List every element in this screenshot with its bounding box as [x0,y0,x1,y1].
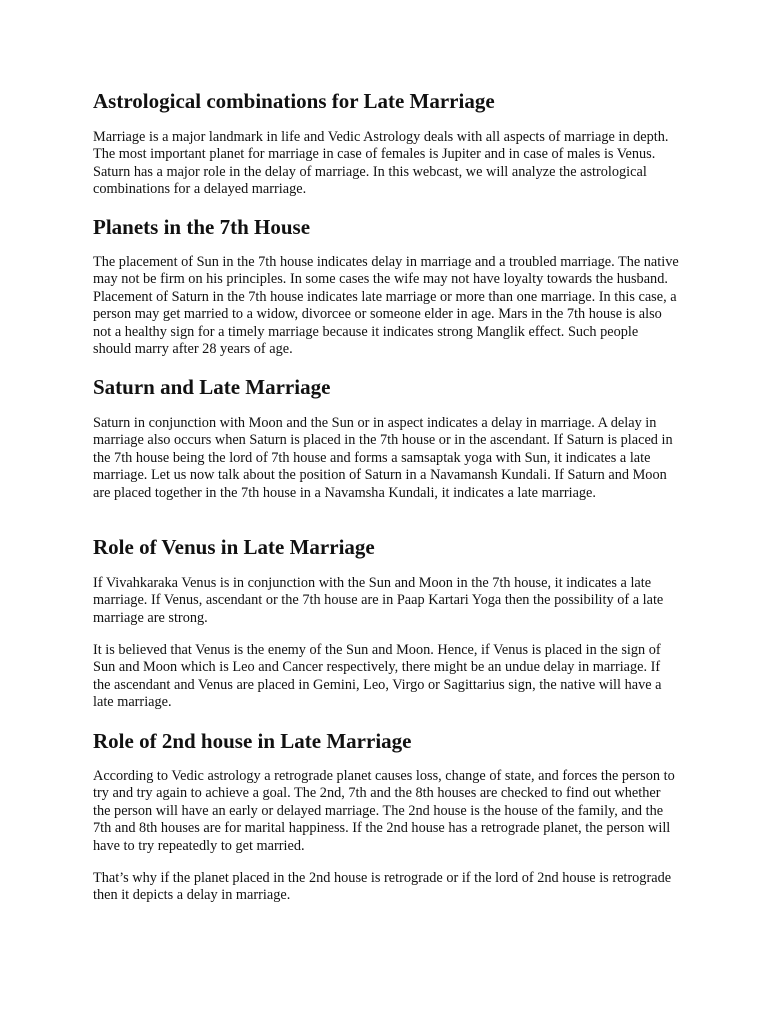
paragraph-saturn-late-marriage: Saturn in conjunction with Moon and the Sun or in aspect indicates a delay in marriage. A delay in marriage also occurs when Saturn is placed in the 7th house or in the ascendant. If Saturn is placed in the 7th house being the lord of 7th house and forms a samsaptak yoga with Sun, it indicates a late marriage. Let us now talk about the position of Saturn in a Navamansh Kundali. If Saturn and Moon are placed together in the 7th house in a Navamsha Kundali, it indicates a late marriage. [93,415,673,501]
paragraph-venus-1: If Vivahkaraka Venus is in conjunction with the Sun and Moon in the 7th house, it indicates a late marriage. If Venus, ascendant or the 7th house are in Paap Kartari Yoga then the possibility of a late marriage are strong. [93,575,664,626]
heading-planets-7th-house: Planets in the 7th House [93,215,311,239]
heading-venus-late-marriage: Role of Venus in Late Marriage [93,535,375,559]
heading-saturn-late-marriage: Saturn and Late Marriage [93,375,331,399]
paragraph-intro: Marriage is a major landmark in life and Vedic Astrology deals with all aspects of marriage in depth. The most important planet for marriage in case of females is Jupiter and in case of males is Venus. Saturn has a major role in the delay of marriage. In this webcast, we will analyze the astrological combinations for a delayed marriage. [93,129,669,198]
heading-2nd-house-late-marriage: Role of 2nd house in Late Marriage [93,729,412,753]
paragraph-2nd-house-1: According to Vedic astrology a retrograde planet causes loss, change of state, and forces the person to try and try again to achieve a goal. The 2nd, 7th and the 8th houses are checked to find out whether the person will have an early or delayed marriage. The 2nd house is the house of the family, and the 7th and 8th houses are for marital happiness. If the 2nd house has a retrograde planet, the person will have to try repeatedly to get married. [93,768,675,854]
heading-late-marriage-combinations: Astrological combinations for Late Marriage [93,89,495,113]
paragraph-2nd-house-2: That’s why if the planet placed in the 2nd house is retrograde or if the lord of 2nd house is retrograde then it depicts a delay in marriage. [93,870,672,904]
paragraph-venus-2: It is believed that Venus is the enemy of the Sun and Moon. Hence, if Venus is placed in the sign of Sun and Moon which is Leo and Cancer respectively, there might be an undue delay in marriage. If the ascendant and Venus are placed in Gemini, Leo, Virgo or Sagittarius sign, the native will have a late marriage. [93,642,662,711]
paragraph-planets-7th-house: The placement of Sun in the 7th house indicates delay in marriage and a troubled marriage. The native may not be firm on his principles. In some cases the wife may not have loyalty towards the husband. Placement of Saturn in the 7th house indicates late marriage or more than one marriage. In this case, a person may get married to a widow, divorcee or someone elder in age. Mars in the 7th house is also not a healthy sign for a timely marriage because it indicates strong Manglik effect. Such people should marry after 28 years of age. [93,254,679,358]
